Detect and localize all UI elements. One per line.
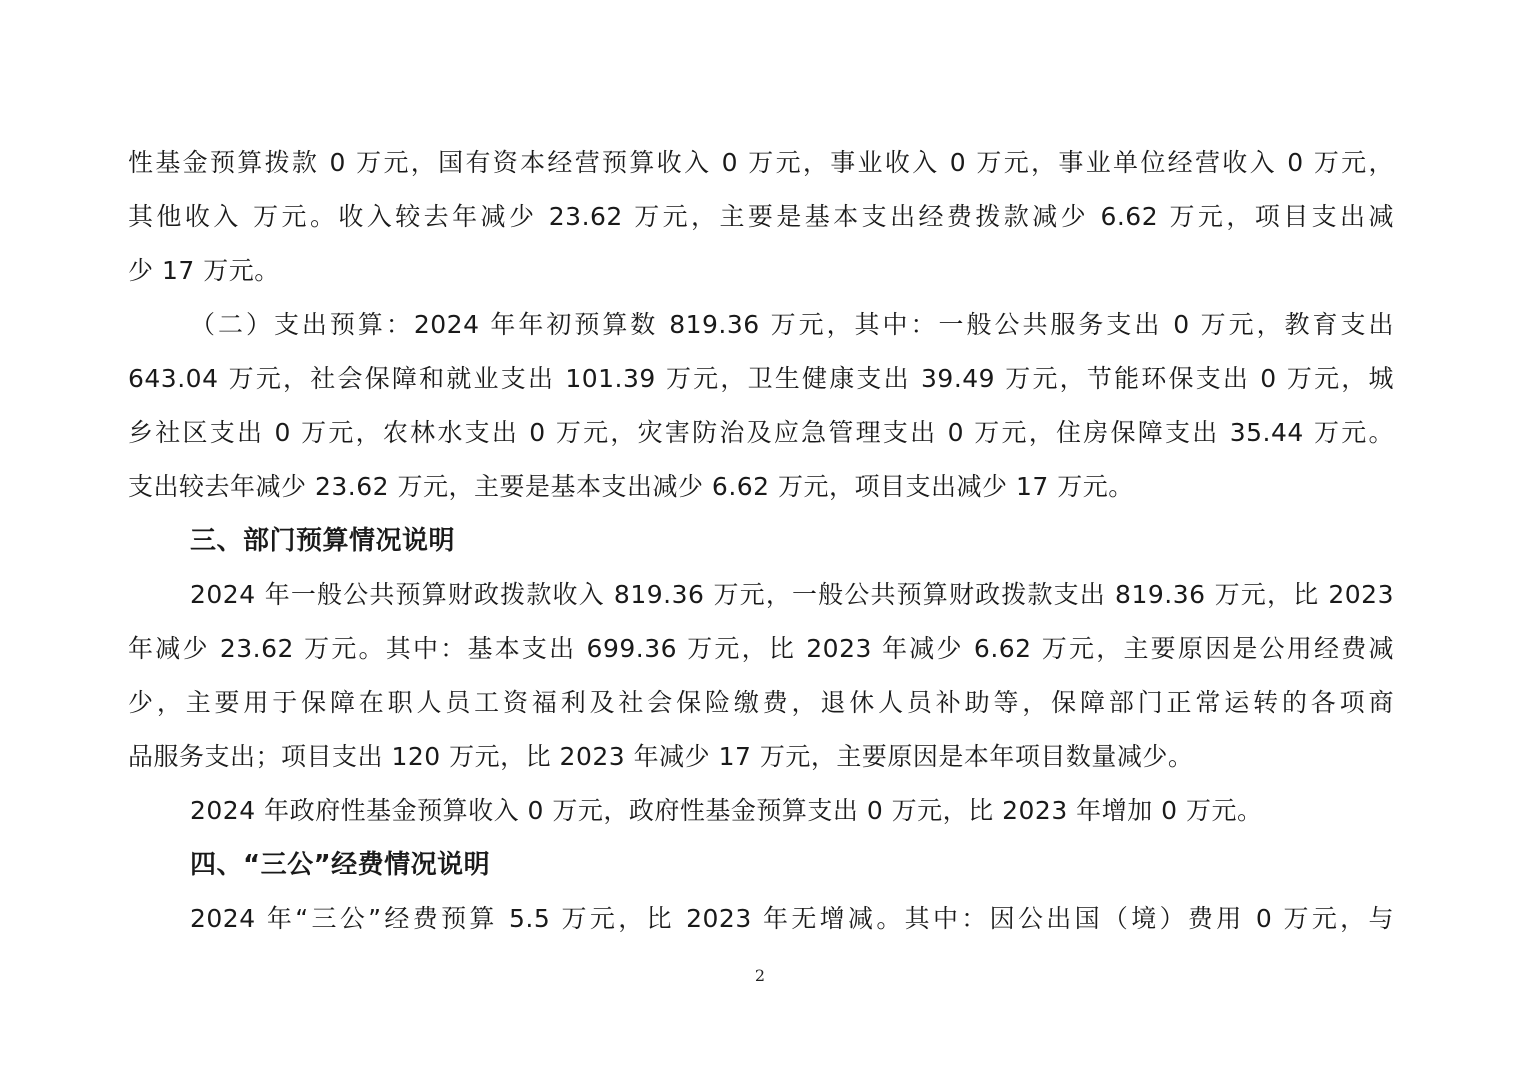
paragraph-line: （二）支出预算：2024 年年初预算数 819.36 万元，其中：一般公共服务支出 0 万元，教育支出: [190, 310, 1394, 339]
paragraph-line: 性基金预算拨款 0 万元，国有资本经营预算收入 0 万元，事业收入 0 万元，事业单位经营收入 0 万元，: [128, 148, 1394, 177]
section-heading: 三、部门预算情况说明: [190, 526, 456, 556]
paragraph-line: 2024 年政府性基金预算收入 0 万元，政府性基金预算支出 0 万元，比 2023 年增加 0 万元。: [190, 796, 1263, 825]
paragraph-line: 品服务支出；项目支出 120 万元，比 2023 年减少 17 万元，主要原因是本年项目数量减少。: [128, 742, 1194, 771]
paragraph-line: 少，主要用于保障在职人员工资福利及社会保险缴费，退休人员补助等，保障部门正常运转的各项商: [128, 688, 1394, 717]
paragraph-line: 年减少 23.62 万元。其中：基本支出 699.36 万元，比 2023 年减少 6.62 万元，主要原因是公用经费减: [128, 634, 1394, 663]
paragraph-line: 2024 年“三公”经费预算 5.5 万元，比 2023 年无增减。其中：因公出国（境）费用 0 万元，与: [190, 904, 1394, 933]
page-number: 2: [754, 966, 766, 985]
paragraph-line: 其他收入 万元。收入较去年减少 23.62 万元，主要是基本支出经费拨款减少 6.62 万元，项目支出减: [128, 202, 1394, 231]
paragraph-line: 支出较去年减少 23.62 万元，主要是基本支出减少 6.62 万元，项目支出减少 17 万元。: [128, 472, 1134, 501]
paragraph-line: 643.04 万元，社会保障和就业支出 101.39 万元，卫生健康支出 39.49 万元，节能环保支出 0 万元，城: [128, 364, 1394, 393]
paragraph-line: 2024 年一般公共预算财政拨款收入 819.36 万元，一般公共预算财政拨款支出 819.36 万元，比 2023: [190, 580, 1394, 609]
section-heading: 四、“三公”经费情况说明: [190, 850, 491, 880]
paragraph-line: 少 17 万元。: [128, 256, 280, 285]
paragraph-line: 乡社区支出 0 万元，农林水支出 0 万元，灾害防治及应急管理支出 0 万元，住房保障支出 35.44 万元。: [128, 418, 1394, 447]
